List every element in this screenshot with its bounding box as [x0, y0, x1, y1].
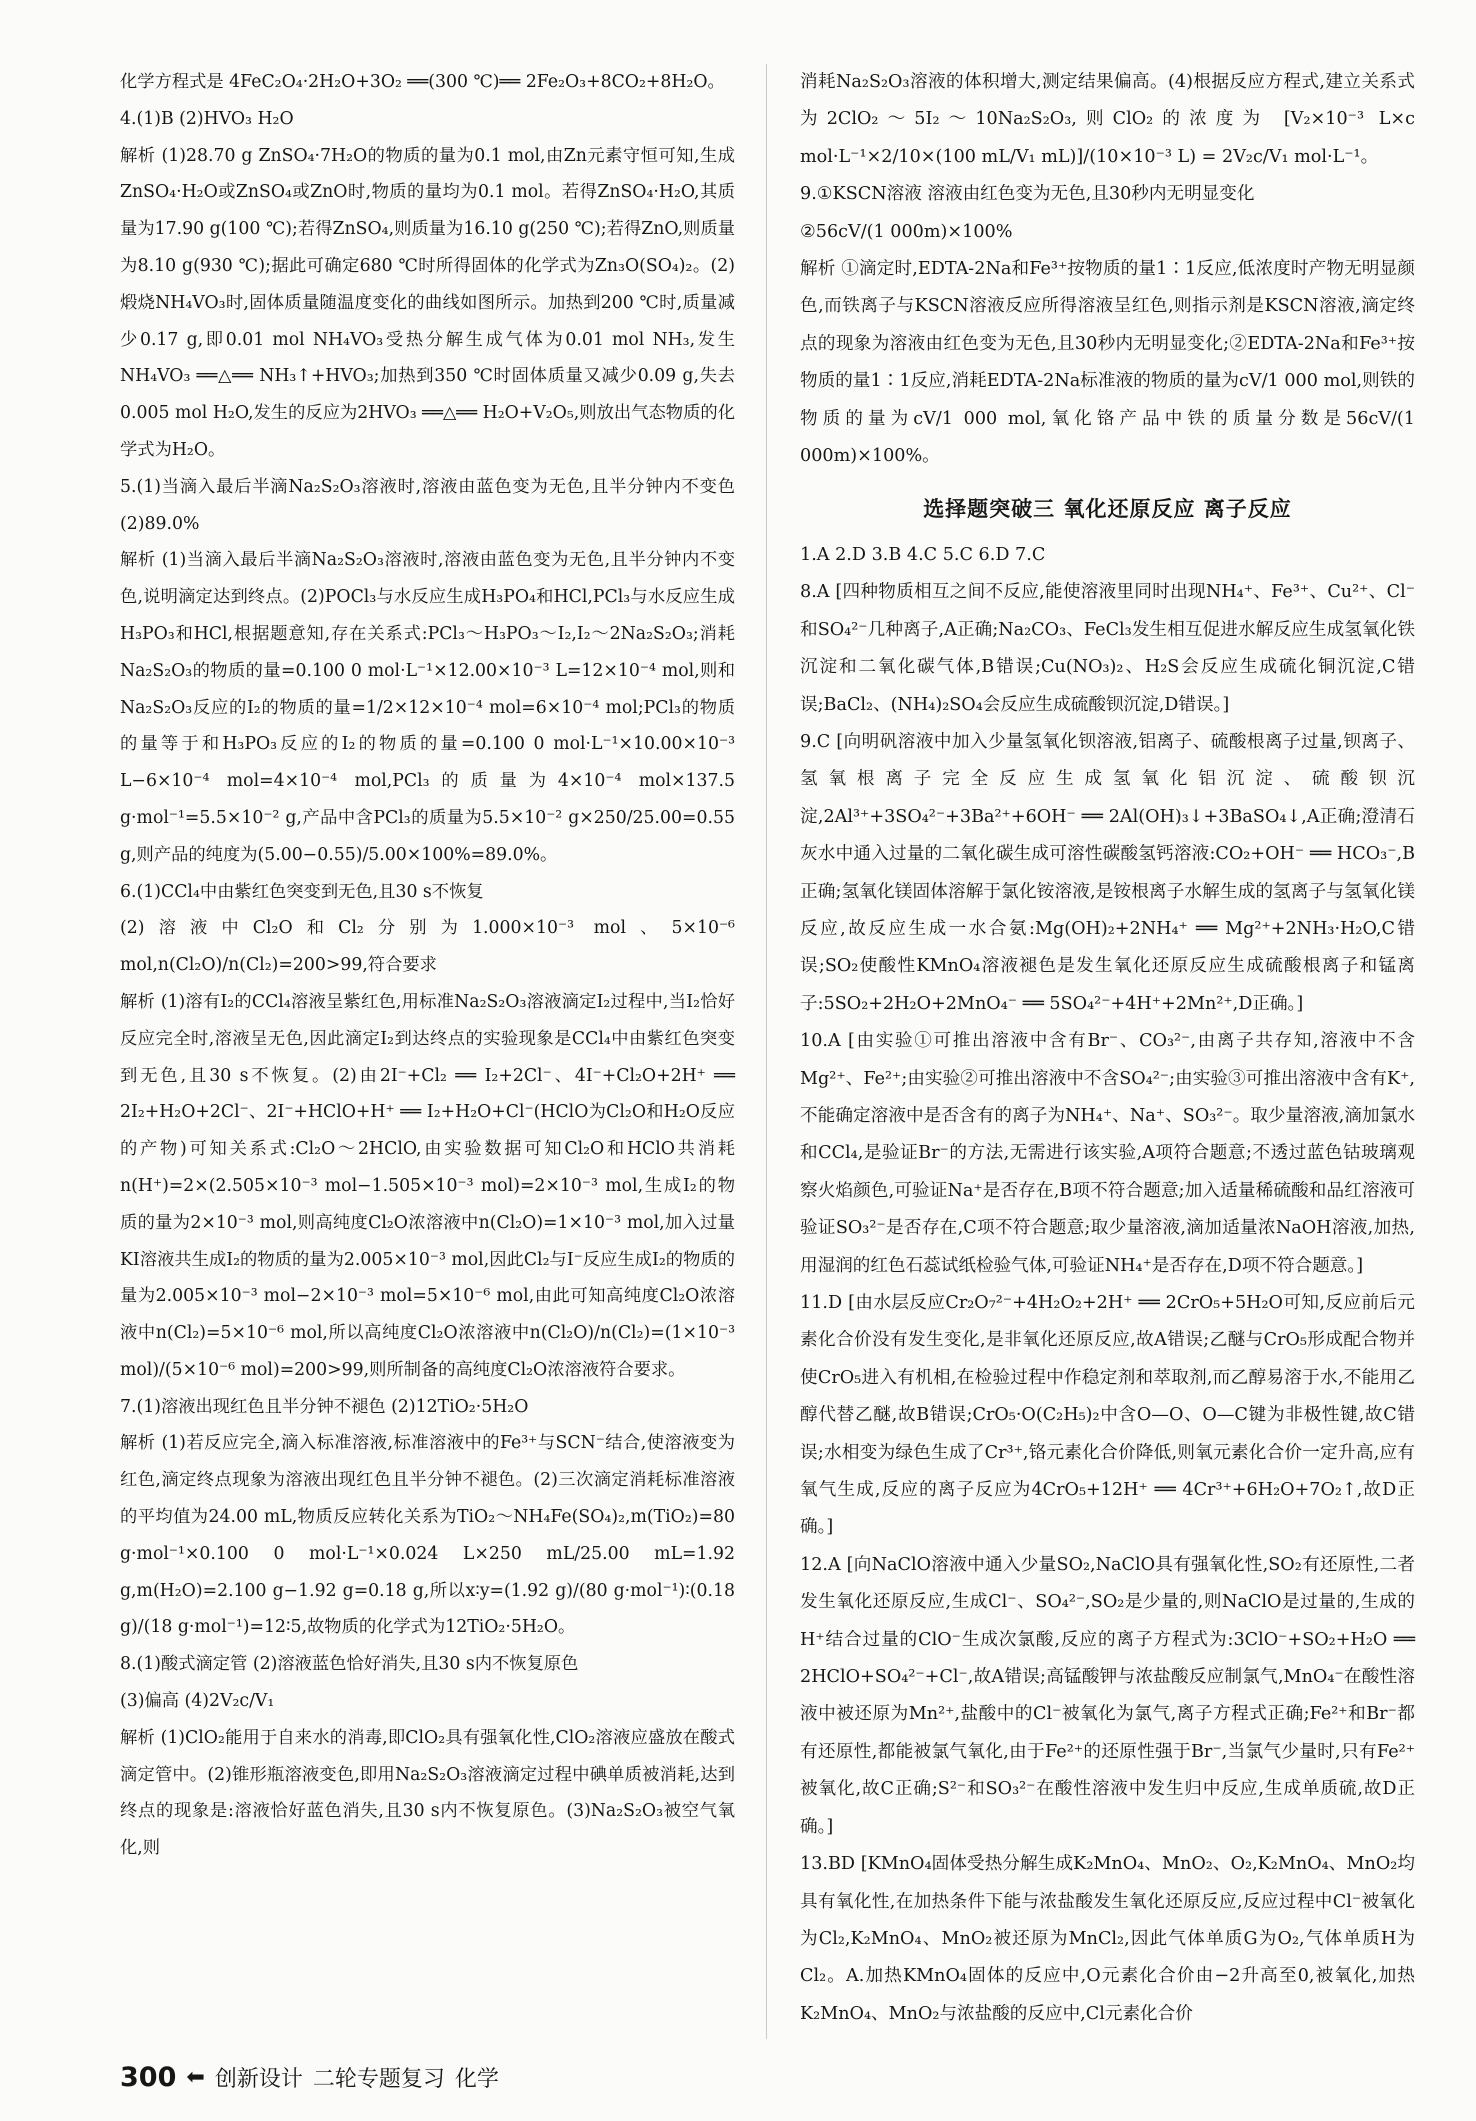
answer-entry: 解析 (1)当滴入最后半滴Na₂S₂O₃溶液时,溶液由蓝色变为无色,且半分钟内不变色,说明滴定达到终点。(2)POCl₃与水反应生成H₃PO₄和HCl,PCl₃与水反应生成H₃PO₃和HCl,根据题意知,存在关系式:PCl₃～H₃PO₃～I₂,I₂～2Na₂S₂O₃;消耗Na₂S₂O₃的物质的量=0.100 0 mol·L⁻¹×12.00×10⁻³ L=12×10⁻⁴ mol,则和Na₂S₂O₃反应的I₂的物质的量=1/2×12×10⁻⁴ mol=6×10⁻⁴ mol;PCl₃的物质的量等于和H₃PO₃反应的I₂的物质的量=0.100 0 mol·L⁻¹×10.00×10⁻³ L−6×10⁻⁴ mol=4×10⁻⁴ mol,PCl₃的质量为4×10⁻⁴ mol×137.5 g·mol⁻¹=5.5×10⁻² g,产品中含PCl₃的质量为5.5×10⁻² g×250/25.00=0.55 g,则产品的纯度为(5.00−0.55)/5.00×100%=89.0%。 [120, 550, 735, 865]
answer-entry: 解析 (1)ClO₂能用于自来水的消毒,即ClO₂具有强氧化性,ClO₂溶液应盛放在酸式滴定管中。(2)锥形瓶溶液变色,即用Na₂S₂O₃溶液滴定过程中碘单质被消耗,达到终点的现象是:溶液恰好蓝色消失,且30 s内不恢复原色。(3)Na₂S₂O₃被空气氧化,则 [120, 1727, 735, 1859]
answer-entry: 8.(1)酸式滴定管 (2)溶液蓝色恰好消失,且30 s内不恢复原色 [120, 1654, 579, 1675]
answer-entry: 6.(1)CCl₄中由紫红色突变到无色,且30 s不恢复 [120, 881, 484, 902]
answer-entry: 9.C [向明矾溶液中加入少量氢氧化钡溶液,铝离子、硫酸根离子过量,钡离子、氢氧根离子完全反应生成氢氧化铝沉淀、硫酸钡沉淀,2Al³⁺+3SO₄²⁻+3Ba²⁺+6OH⁻ ══ 2Al(OH)₃↓+3BaSO₄↓,A正确;澄清石灰水中通入过量的二氧化碳生成可溶性碳酸氢钙溶液:CO₂+OH⁻ ══ HCO₃⁻,B正确;氢氧化镁固体溶解于氯化铵溶液,是铵根离子水解生成的氢离子与氢氧化镁反应,故反应生成一水合氨:Mg(OH)₂+2NH₄⁺ ══ Mg²⁺+2NH₃·H₂O,C错误;SO₂使酸性KMnO₄溶液褪色是发生氧化还原反应生成硫酸根离子和锰离子:5SO₂+2H₂O+2MnO₄⁻ ══ 5SO₄²⁻+4H⁺+2Mn²⁺,D正确。] [800, 731, 1415, 1014]
answer-entry: 消耗Na₂S₂O₃溶液的体积增大,测定结果偏高。(4)根据反应方程式,建立关系式为2ClO₂～5I₂～10Na₂S₂O₃,则ClO₂的浓度为 [V₂×10⁻³ L×c mol·L⁻¹×2/10×(100 mL/V₁ mL)]/(10×10⁻³ L) = 2V₂c/V₁ mol·L⁻¹。 [800, 72, 1415, 167]
answer-entry: 9.①KSCN溶液 溶液由红色变为无色,且30秒内无明显变化 [800, 184, 1255, 205]
answer-entry: 解析 ①滴定时,EDTA-2Na和Fe³⁺按物质的量1∶1反应,低浓度时产物无明显颜色,而铁离子与KSCN溶液反应所得溶液呈红色,则指示剂是KSCN溶液,滴定终点的现象为溶液由红色变为无色,且30秒内无明显变化;②EDTA-2Na和Fe³⁺按物质的量1∶1反应,消耗EDTA-2Na标准液的物质的量为cV/1 000 mol,则铁的物质的量为cV/1 000 mol,氧化铬产品中铁的质量分数是56cV/(1 000m)×100%。 [800, 259, 1415, 467]
answer-entry: 解析 (1)溶有I₂的CCl₄溶液呈紫红色,用标准Na₂S₂O₃溶液滴定I₂过程中,当I₂恰好反应完全时,溶液呈无色,因此滴定I₂到达终点的实验现象是CCl₄中由紫红色突变到无色,且30 s不恢复。(2)由2I⁻+Cl₂ ══ I₂+2Cl⁻、4I⁻+Cl₂O+2H⁺ ══ 2I₂+H₂O+2Cl⁻、2I⁻+HClO+H⁺ ══ I₂+H₂O+Cl⁻(HClO为Cl₂O和H₂O反应的产物)可知关系式:Cl₂O～2HClO,由实验数据可知Cl₂O和HClO共消耗n(H⁺)=2×(2.505×10⁻³ mol−1.505×10⁻³ mol)=2×10⁻³ mol,生成I₂的物质的量为2×10⁻³ mol,则高纯度Cl₂O浓溶液中n(Cl₂O)=1×10⁻³ mol,加入过量KI溶液共生成I₂的物质的量为2.005×10⁻³ mol,因此Cl₂与I⁻反应生成I₂的物质的量为2.005×10⁻³ mol−2×10⁻³ mol=5×10⁻⁶ mol,由此可知高纯度Cl₂O浓溶液中n(Cl₂)=5×10⁻⁶ mol,所以高纯度Cl₂O浓溶液中n(Cl₂O)/n(Cl₂)=(1×10⁻³ mol)/(5×10⁻⁶ mol)=200>99,则所制备的高纯度Cl₂O浓溶液符合要求。 [120, 991, 735, 1380]
answer-entry: 12.A [向NaClO溶液中通入少量SO₂,NaClO具有强氧化性,SO₂有还原性,二者发生氧化还原反应,生成Cl⁻、SO₄²⁻,SO₂是少量的,则NaClO是过量的,生成的H⁺结合过量的ClO⁻生成次氯酸,反应的离子方程式为:3ClO⁻+SO₂+H₂O ══ 2HClO+SO₄²⁻+Cl⁻,故A错误;高锰酸钾与浓盐酸反应制氯气,MnO₄⁻在酸性溶液中被还原为Mn²⁺,盐酸中的Cl⁻被氧化为氯气,离子方程式正确;Fe²⁺和Br⁻都有还原性,都能被氯气氧化,由于Fe²⁺的还原性强于Br⁻,当氯气少量时,只有Fe²⁺被氧化,故C正确;S²⁻和SO₃²⁻在酸性溶液中发生归中反应,生成单质硫,故D正确。] [800, 1554, 1415, 1837]
answer-entry: 13.BD [KMnO₄固体受热分解生成K₂MnO₄、MnO₂、O₂,K₂MnO₄、MnO₂均具有氧化性,在加热条件下能与浓盐酸发生氧化还原反应,反应过程中Cl⁻被氧化为Cl₂,K₂MnO₄、MnO₂被还原为MnCl₂,因此气体单质G为O₂,气体单质H为Cl₂。A.加热KMnO₄固体的反应中,O元素化合价由−2升高至0,被氧化,加热K₂MnO₄、MnO₂与浓盐酸的反应中,Cl元素化合价 [800, 1854, 1415, 2024]
answer-entry: 解析 (1)28.70 g ZnSO₄·7H₂O的物质的量为0.1 mol,由Zn元素守恒可知,生成ZnSO₄·H₂O或ZnSO₄或ZnO时,物质的量均为0.1 mol。若得ZnSO₄·H₂O,其质量为17.90 g(100 ℃);若得ZnSO₄,则质量为16.10 g(250 ℃);若得ZnO,则质量为8.10 g(930 ℃);据此可确定680 ℃时所得固体的化学式为Zn₃O(SO₄)₂。(2)煅烧NH₄VO₃时,固体质量随温度变化的曲线如图所示。加热到200 ℃时,质量减少0.17 g,即0.01 mol NH₄VO₃受热分解生成气体为0.01 mol NH₃,发生NH₄VO₃ ══△══ NH₃↑+HVO₃;加热到350 ℃时固体质量又减少0.09 g,失去0.005 mol H₂O,发生的反应为2HVO₃ ══△══ H₂O+V₂O₅,则放出气态物质的化学式为H₂O。 [120, 145, 735, 460]
answer-entry: 1.A 2.D 3.B 4.C 5.C 6.D 7.C [800, 544, 1046, 565]
answer-entry: ②56cV/(1 000m)×100% [800, 221, 1013, 242]
answer-entry: (3)偏高 (4)2V₂c/V₁ [120, 1691, 275, 1712]
answer-entry: 化学方程式是 4FeC₂O₄·2H₂O+3O₂ ══(300 ℃)══ 2Fe₂O₃+8CO₂+8H₂O。 [120, 72, 725, 92]
arrow-left-icon: ⬅ [186, 2065, 205, 2090]
answer-entry: 5.(1)当滴入最后半滴Na₂S₂O₃溶液时,溶液由蓝色变为无色,且半分钟内不变色 (2)89.0% [120, 476, 735, 534]
left-column [120, 64, 735, 1867]
right-column [800, 64, 1415, 2033]
answer-entry: 11.D [由水层反应Cr₂O₇²⁻+4H₂O₂+2H⁺ ══ 2CrO₅+5H₂O可知,反应前后元素化合价没有发生变化,是非氧化还原反应,故A错误;乙醚与CrO₅形成配合物并使CrO₅进入有机相,在检验过程中作稳定剂和萃取剂,而乙醇易溶于水,不能用乙醇代替乙醚,故B错误;CrO₅·O(C₂H₅)₂中含O—O、O—C键为非极性键,故C错误;水相变为绿色生成了Cr³⁺,铬元素化合价降低,则氧元素化合价一定升高,应有氧气生成,反应的离子反应为4CrO₅+12H⁺ ══ 4Cr³⁺+6H₂O+7O₂↑,故D正确。] [800, 1293, 1415, 1538]
page-footer [120, 2062, 499, 2093]
book-title: 创新设计 [214, 2067, 303, 2092]
subject-name: 化学 [454, 2067, 499, 2092]
section-title: 选择题突破三 氧化还原反应 离子反应 [923, 497, 1292, 522]
answer-entry: 解析 (1)若反应完全,滴入标准溶液,标准溶液中的Fe³⁺与SCN⁻结合,使溶液变为红色,滴定终点现象为溶液出现红色且半分钟不褪色。(2)三次滴定消耗标准溶液的平均值为24.00 mL,物质反应转化关系为TiO₂～NH₄Fe(SO₄)₂,m(TiO₂)=80 g·mol⁻¹×0.100 0 mol·L⁻¹×0.024 L×250 mL/25.00 mL=1.92 g,m(H₂O)=2.100 g−1.92 g=0.18 g,所以x∶y=(1.92 g)/(80 g·mol⁻¹)∶(0.18 g)/(18 g·mol⁻¹)=12∶5,故物质的化学式为12TiO₂·5H₂O。 [120, 1433, 735, 1638]
answer-entry: 10.A [由实验①可推出溶液中含有Br⁻、CO₃²⁻,由离子共存知,溶液中不含Mg²⁺、Fe²⁺;由实验②可推出溶液中不含SO₄²⁻;由实验③可推出溶液中含有K⁺,不能确定溶液中是否含有的离子为NH₄⁺、Na⁺、SO₃²⁻。取少量溶液,滴加氯水和CCl₄,是验证Br⁻的方法,无需进行该实验,A项符合题意;不透过蓝色钴玻璃观察火焰颜色,可验证Na⁺是否存在,B项不符合题意;加入适量稀硫酸和品红溶液可验证SO₃²⁻是否存在,C项不符合题意;取少量溶液,滴加适量浓NaOH溶液,加热,用湿润的红色石蕊试纸检验气体,可验证NH₄⁺是否存在,D项不符合题意。] [800, 1031, 1415, 1276]
page-number: 300 [120, 2062, 177, 2093]
answer-entry: 7.(1)溶液出现红色且半分钟不褪色 (2)12TiO₂·5H₂O [120, 1396, 529, 1417]
answer-entry: 4.(1)B (2)HVO₃ H₂O [120, 108, 294, 129]
series-name: 二轮专题复习 [312, 2067, 445, 2092]
answer-entry: 8.A [四种物质相互之间不反应,能使溶液里同时出现NH₄⁺、Fe³⁺、Cu²⁺、Cl⁻和SO₄²⁻几种离子,A正确;Na₂CO₃、FeCl₃发生相互促进水解反应生成氢氧化铁沉淀和二氧化碳气体,B错误;Cu(NO₃)₂、H₂S会反应生成硫化铜沉淀,C错误;BaCl₂、(NH₄)₂SO₄会反应生成硫酸钡沉淀,D错误。] [800, 582, 1415, 715]
column-divider [766, 64, 767, 2039]
answer-entry: (2)溶液中Cl₂O和Cl₂分别为1.000×10⁻³ mol、5×10⁻⁶ mol,n(Cl₂O)/n(Cl₂)=200>99,符合要求 [120, 918, 735, 976]
